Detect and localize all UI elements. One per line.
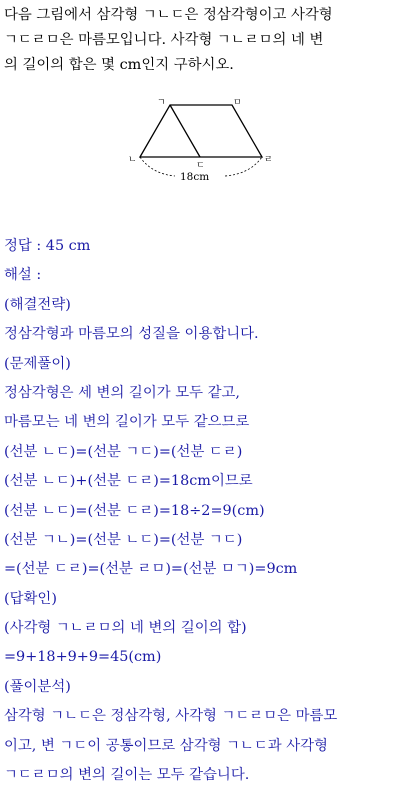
solution-line: 정삼각형은 세 변의 길이가 모두 같고, [4,384,240,401]
geometry-figure [118,96,278,192]
solution-line: 이고, 변 ㄱㄷ이 공통이므로 삼각형 ㄱㄴㄷ과 사각형 [4,737,328,754]
label-m: ㅁ [233,98,242,108]
solution-line: 삼각형 ㄱㄴㄷ은 정삼각형, 사각형 ㄱㄷㄹㅁ은 마름모 [4,708,338,725]
solution-line: =9+18+9+9=45(cm) [4,649,162,666]
solution-line: (선분 ㄴㄷ)=(선분 ㄷㄹ)=18÷2=9(cm) [4,502,265,519]
solution-line: 마름모는 네 변의 길이가 모두 같으므로 [4,414,250,431]
dimension-label: 18cm [180,171,210,183]
problem-line-2: ㄱㄷㄹㅁ은 마름모입니다. 사각형 ㄱㄴㄹㅁ의 네 변 [4,32,324,48]
label-g: ㄱ [157,98,166,108]
solution-line: 정삼각형과 마름모의 성질을 이용합니다. [4,326,259,343]
solution-text [4,232,398,790]
check-heading: (답확인) [4,590,57,607]
problem-line-3: 의 길이의 합은 몇 cm인지 구하시오. [4,57,234,73]
label-r: ㄹ [264,155,273,165]
solving-heading: (문제풀이) [4,355,71,372]
problem-line-1: 다음 그림에서 삼각형 ㄱㄴㄷ은 정삼각형이고 사각형 [4,7,333,23]
solution-line: (선분 ㄴㄷ)=(선분 ㄱㄷ)=(선분 ㄷㄹ) [4,443,243,460]
solution-line: (선분 ㄱㄴ)=(선분 ㄴㄷ)=(선분 ㄱㄷ) [4,531,243,548]
problem-text [4,3,398,78]
solution-line: (선분 ㄴㄷ)+(선분 ㄷㄹ)=18cm이므로 [4,473,253,490]
label-n: ㄴ [128,155,137,165]
label-d: ㄷ [196,161,205,171]
analysis-heading: (풀이분석) [4,678,71,695]
solution-line: =(선분 ㄷㄹ)=(선분 ㄹㅁ)=(선분 ㅁㄱ)=9cm [4,561,298,578]
strategy-heading: (해결전략) [4,296,71,313]
explanation-heading: 해설 : [4,267,42,284]
solution-line: (사각형 ㄱㄴㄹㅁ의 네 변의 길이의 합) [4,620,247,637]
segment-gd [170,105,200,157]
solution-line: ㄱㄷㄹㅁ의 변의 길이는 모두 같습니다. [4,767,250,784]
answer-line: 정답 : 45 cm [4,238,91,254]
trapezoid-outline [140,105,262,157]
